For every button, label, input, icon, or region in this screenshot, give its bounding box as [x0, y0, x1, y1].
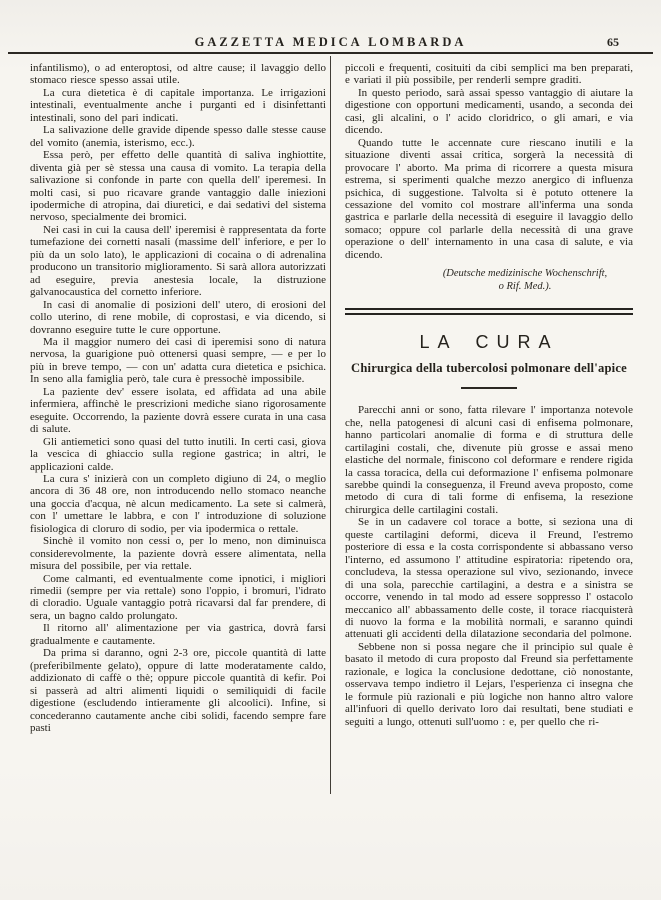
paragraph: Nei casi in cui la causa dell' iperemisi è rappresentata da forte tumefazione dei cornetti nasali (massime dell' inferiore, e per lo più da un solo lato), le applicazioni di cocaina o di adrenalina producono un transitorio miglioramento. Si sarà allora autorizzati ad eseguire, previa anestesia locale, la distruzione galvanocaustica del cornetto inferiore. — [30, 223, 326, 299]
page-number: 65 — [607, 35, 619, 49]
paragraph: Ma il maggior numero dei casi di iperemisi sono di natura nervosa, la guarigione può ottenersi quasi sempre, — e per lo più in breve tempo, — con un' adatta cura dietetica e psichica. In seno alla famiglia però, tale cura è pressochè impossibile. — [30, 335, 326, 386]
paragraph: Come calmanti, ed eventualmente come ipnotici, i migliori rimedii (sempre per via rettale) sono l'oppio, i bromuri, l'idrato di cloradio. Uguale vantaggio potrà ricavarsi dal far prendere, di sera, un bagno caldo prolungato. — [30, 572, 326, 622]
paragraph: Da prima si daranno, ogni 2-3 ore, piccole quantità di latte (preferibilmente gelato), oppure di latte moderatamente caldo, addizionato di caffè o thè; oppure piccole quantità di kefir. Poi si passerà ad altri alimenti liquidi o semiliquidi di facile digestione (escludendo intieramente gli alcoolici). Infine, si concederanno cautamente anche cibi solidi, facendo sempre fare pasti — [30, 647, 326, 735]
article-title-block — [345, 332, 633, 389]
paragraph: Essa però, per effetto delle quantità di saliva inghiottite, diventa già per sè stessa una causa di vomito. La terapia della salivazione si confonde in parte con quella dell' iperemesi. In molti casi, si puo ricavare grande vantaggio dalle iniezioni ipodermiche di atropina, dai diuretici, e dai sedativi del sistema nervoso, specialmente dei bromici. — [30, 149, 326, 224]
paragraph: Parecchi anni or sono, fatta rilevare l' importanza notevole che, nella patogenesi di alcuni casi di enfisema polmonare, hanno particolari anomalie di forma e di struttura delle cartilagini costali, che, divenute più grosse e assai meno elastiche del normale, finiscono col deformare e rendere rigida la cassa toracica, della cui deformazione l' enfisema polmonare sarebbe quindi la conseguenza, il Freund aveva proposto, come metodo di cura di tali forme di enfisema, la resezione chirurgica delle cartilagini costali. — [345, 404, 633, 516]
article-title-main: LA CURA — [419, 332, 559, 353]
article-source-citation — [345, 267, 633, 293]
paragraph: In questo periodo, sarà assai spesso vantaggio di aiutare la digestione con opportuni medicamenti, usando, a seconda dei casi, gli alcalini, o l' acido cloridrico, o gli amari, e via dicendo. — [345, 86, 633, 137]
right-column — [345, 62, 633, 728]
title-rule — [461, 387, 517, 389]
paragraph: Se in un cadavere col torace a botte, si seziona una di queste cartilagini deformi, diceva il Freund, l'estremo posteriore di essa e la costa corrispondente si abbassano verso l'interno, ed assumono l' attitudine espiratoria: ripetendo ora, concludeva, la stessa operazione sul vivo, sezionando, invece di una sola, parecchie cartilagini, a destra e a sinistra se occorre, venendo in tal modo ad essere soppresso l' ostacolo meccanico all' abbassamento delle coste, il torace riacquisterà di nuovo la forma e la mobilità normali, e saranno quindi attenuati gli accidenti della dilatazione secondaria del polmone. — [345, 516, 633, 641]
paragraph: infantilismo), o ad enteroptosi, od altre cause; il lavaggio dello stomaco riesce spesso assai utile. — [30, 62, 326, 87]
paragraph: Sebbene non si possa negare che il principio sul quale è basato il metodo di cura proposto dal Freund sia perfettamente razionale, e logica la conclusione dedottane, ciò nonostante, osservava tempo indietro il Lejars, l'esperienza ci insegna che le formule più razionali e più logiche non hanno altro valore all'infuori di quello derivato loro dai resultati, bene studiati e seguiti a lungo, ottenuti sull'uomo : e, per quello che ri- — [345, 640, 633, 728]
left-column — [30, 62, 326, 734]
paragraph: La salivazione delle gravide dipende spesso dalle stesse cause del vomito (anemia, isterismo, ecc.). — [30, 124, 326, 149]
citation-line: o Rif. Med.). — [498, 281, 552, 293]
paragraph: In casi di anomalie di posizioni dell' utero, di erosioni del collo uterino, di rene mobile, di coprostasi, e via dicendo, si dovranno eseguire tutte le cure opportune. — [30, 298, 326, 336]
citation-line: (Deutsche medizinische Wochenschrift, — [442, 268, 608, 280]
paragraph: Gli antiemetici sono quasi del tutto inutili. In certi casi, giova la vescica di ghiaccio sulla regione gastrica; in altri, le applicazioni calde. — [30, 435, 326, 473]
paragraph: La cura s' inizierà con un completo digiuno di 24, o meglio ancora di 36 48 ore, non introducendo nello stomaco neanche una goccia d'acqua, nè alcun medicamento. La sete si calmerà, con l' umettare le labbra, e con l' introduzione di soluzione fisiologica di cloruro di sodio, per via ipodermica o rettale. — [30, 472, 326, 535]
paragraph: La paziente dev' essere isolata, ed affidata ad una abile infermiera, affinchè le prescrizioni mediche siano rigorosamente eseguite. Occorrendo, la paziente dovrà essere curata in una casa di salute. — [30, 385, 326, 436]
article-title-sub: Chirurgica della tubercolosi polmonare dell'apice — [351, 361, 627, 376]
paragraph: La cura dietetica è di capitale importanza. Le irrigazioni intestinali, eventualmente anche i purganti ed i disinfettanti intestinali, sono del pari indicati. — [30, 86, 326, 124]
journal-masthead: GAZZETTA MEDICA LOMBARDA — [194, 35, 467, 49]
paragraph: piccoli e frequenti, cosituiti da cibi semplici ma ben preparati, e variati il più possibile, per renderli sempre graditi. — [345, 62, 633, 87]
paragraph: Sinchè il vomito non cessi o, per lo meno, non diminuisca considerevolmente, la paziente dovrà essere alimentata, nella misura del possibile, per via rettale. — [30, 535, 326, 573]
article-separator-double-rule — [345, 308, 633, 315]
paragraph: Il ritorno all' alimentazione per via gastrica, dovrà farsi gradualmente e cautamente. — [30, 622, 326, 647]
column-divider-rule — [330, 56, 331, 794]
paragraph: Quando tutte le accennate cure riescano inutili e la situazione diventi assai critica, sorgerà la necessità di provocare l' aborto. Ma prima di ricorrere a questa misura estrema, si sperimenti qualche mezzo anergico di influenza psichica, di suggestione. Talvolta si è potuto ottenere la cessazione del vomito col mostrare all'inferma una sonda gastrica e parlarle della necessità di eseguire il lavaggio dello somaco; oppure col parlarle della necessità di una grave operazione o dell' internamento in una casa di salute, e via dicendo. — [345, 136, 633, 261]
header-rule — [8, 52, 653, 54]
